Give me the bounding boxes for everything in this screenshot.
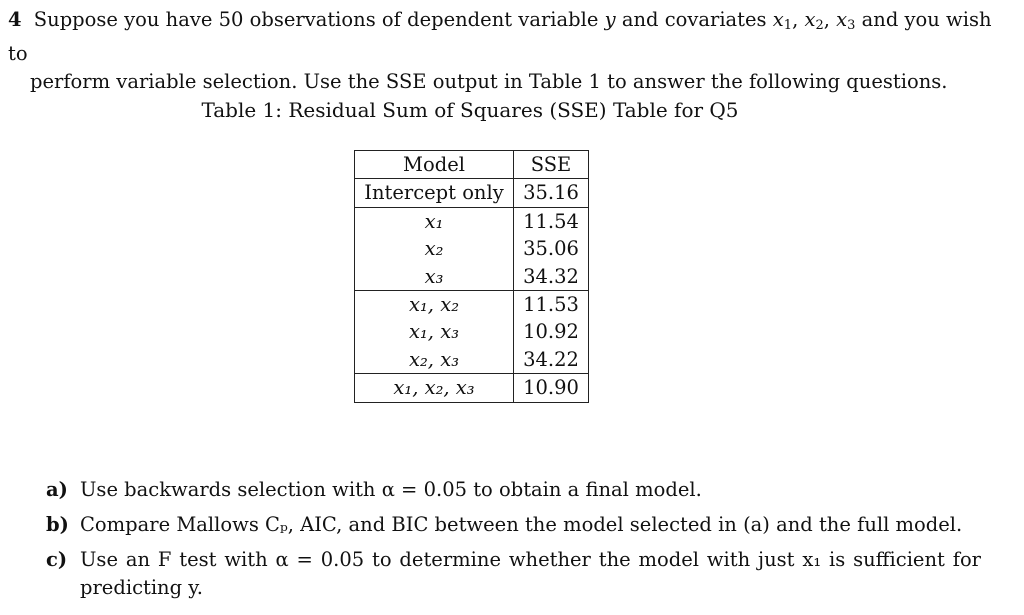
model-cell: x₁, x₃: [355, 318, 514, 345]
table-row: [355, 318, 589, 345]
part-label: c): [46, 548, 68, 571]
sse-cell: 11.53: [514, 291, 589, 319]
model-cell: x₁: [355, 207, 514, 235]
table-row: [355, 346, 589, 374]
sse-table: [354, 150, 589, 403]
table-row: [355, 235, 589, 262]
covariate-sep: ,: [792, 8, 799, 31]
question-text-line1-end: and you wish to: [8, 8, 992, 65]
question-text-line1: Suppose you have 50 observations of dependent variable: [33, 8, 599, 31]
part-label: a): [46, 478, 68, 501]
question-text-line2: perform variable selection. Use the SSE output in Table 1 to answer the following questions.: [30, 70, 948, 93]
part-b: [46, 511, 981, 539]
part-a: [46, 476, 981, 504]
covariate-base: x: [804, 8, 816, 31]
table-row: [355, 263, 589, 291]
covariate-base: x: [772, 8, 784, 31]
table-caption: Table 1: Residual Sum of Squares (SSE) Table for Q5: [201, 98, 739, 122]
part-label: b): [46, 513, 69, 536]
question-header: [8, 6, 1008, 96]
header-sse: SSE: [514, 151, 589, 179]
part-c: [46, 546, 981, 602]
part-text: Use backwards selection with α = 0.05 to obtain a final model.: [80, 478, 702, 501]
question-text-covariates: and covariates: [621, 8, 767, 31]
table-row: [355, 179, 589, 207]
sse-cell: 11.54: [514, 207, 589, 235]
table-row: [355, 291, 589, 319]
table-row: [355, 207, 589, 235]
model-cell: x₃: [355, 263, 514, 291]
covariate-subscript: 1: [783, 18, 793, 33]
covariate-base: x: [836, 8, 848, 31]
part-text: Compare Mallows Cₚ, AIC, and BIC between the model selected in (a) and the full model.: [80, 513, 963, 536]
sse-cell: 35.06: [514, 235, 589, 262]
model-cell: Intercept only: [355, 179, 514, 207]
header-model: Model: [355, 151, 514, 179]
part-text: Use an F test with α = 0.05 to determine whether the model with just x₁ is sufficient for predicting y.: [80, 548, 981, 599]
table-header-row: [355, 151, 589, 179]
model-cell: x₁, x₂, x₃: [355, 374, 514, 402]
covariate-subscript: 2: [815, 18, 824, 33]
sse-cell: 10.90: [514, 374, 589, 402]
model-cell: x₂: [355, 235, 514, 262]
question-number: 4: [8, 8, 22, 31]
sse-cell: 35.16: [514, 179, 589, 207]
model-cell: x₂, x₃: [355, 346, 514, 374]
sse-cell: 34.22: [514, 346, 589, 374]
covariate-list: [773, 8, 862, 31]
sse-cell: 10.92: [514, 318, 589, 345]
sse-cell: 34.32: [514, 263, 589, 291]
model-cell: x₁, x₂: [355, 291, 514, 319]
covariate-subscript: 3: [847, 18, 856, 33]
dependent-variable: y: [604, 8, 616, 31]
table-row: [355, 374, 589, 402]
question-parts: [46, 476, 981, 609]
covariate-sep: ,: [823, 8, 830, 31]
